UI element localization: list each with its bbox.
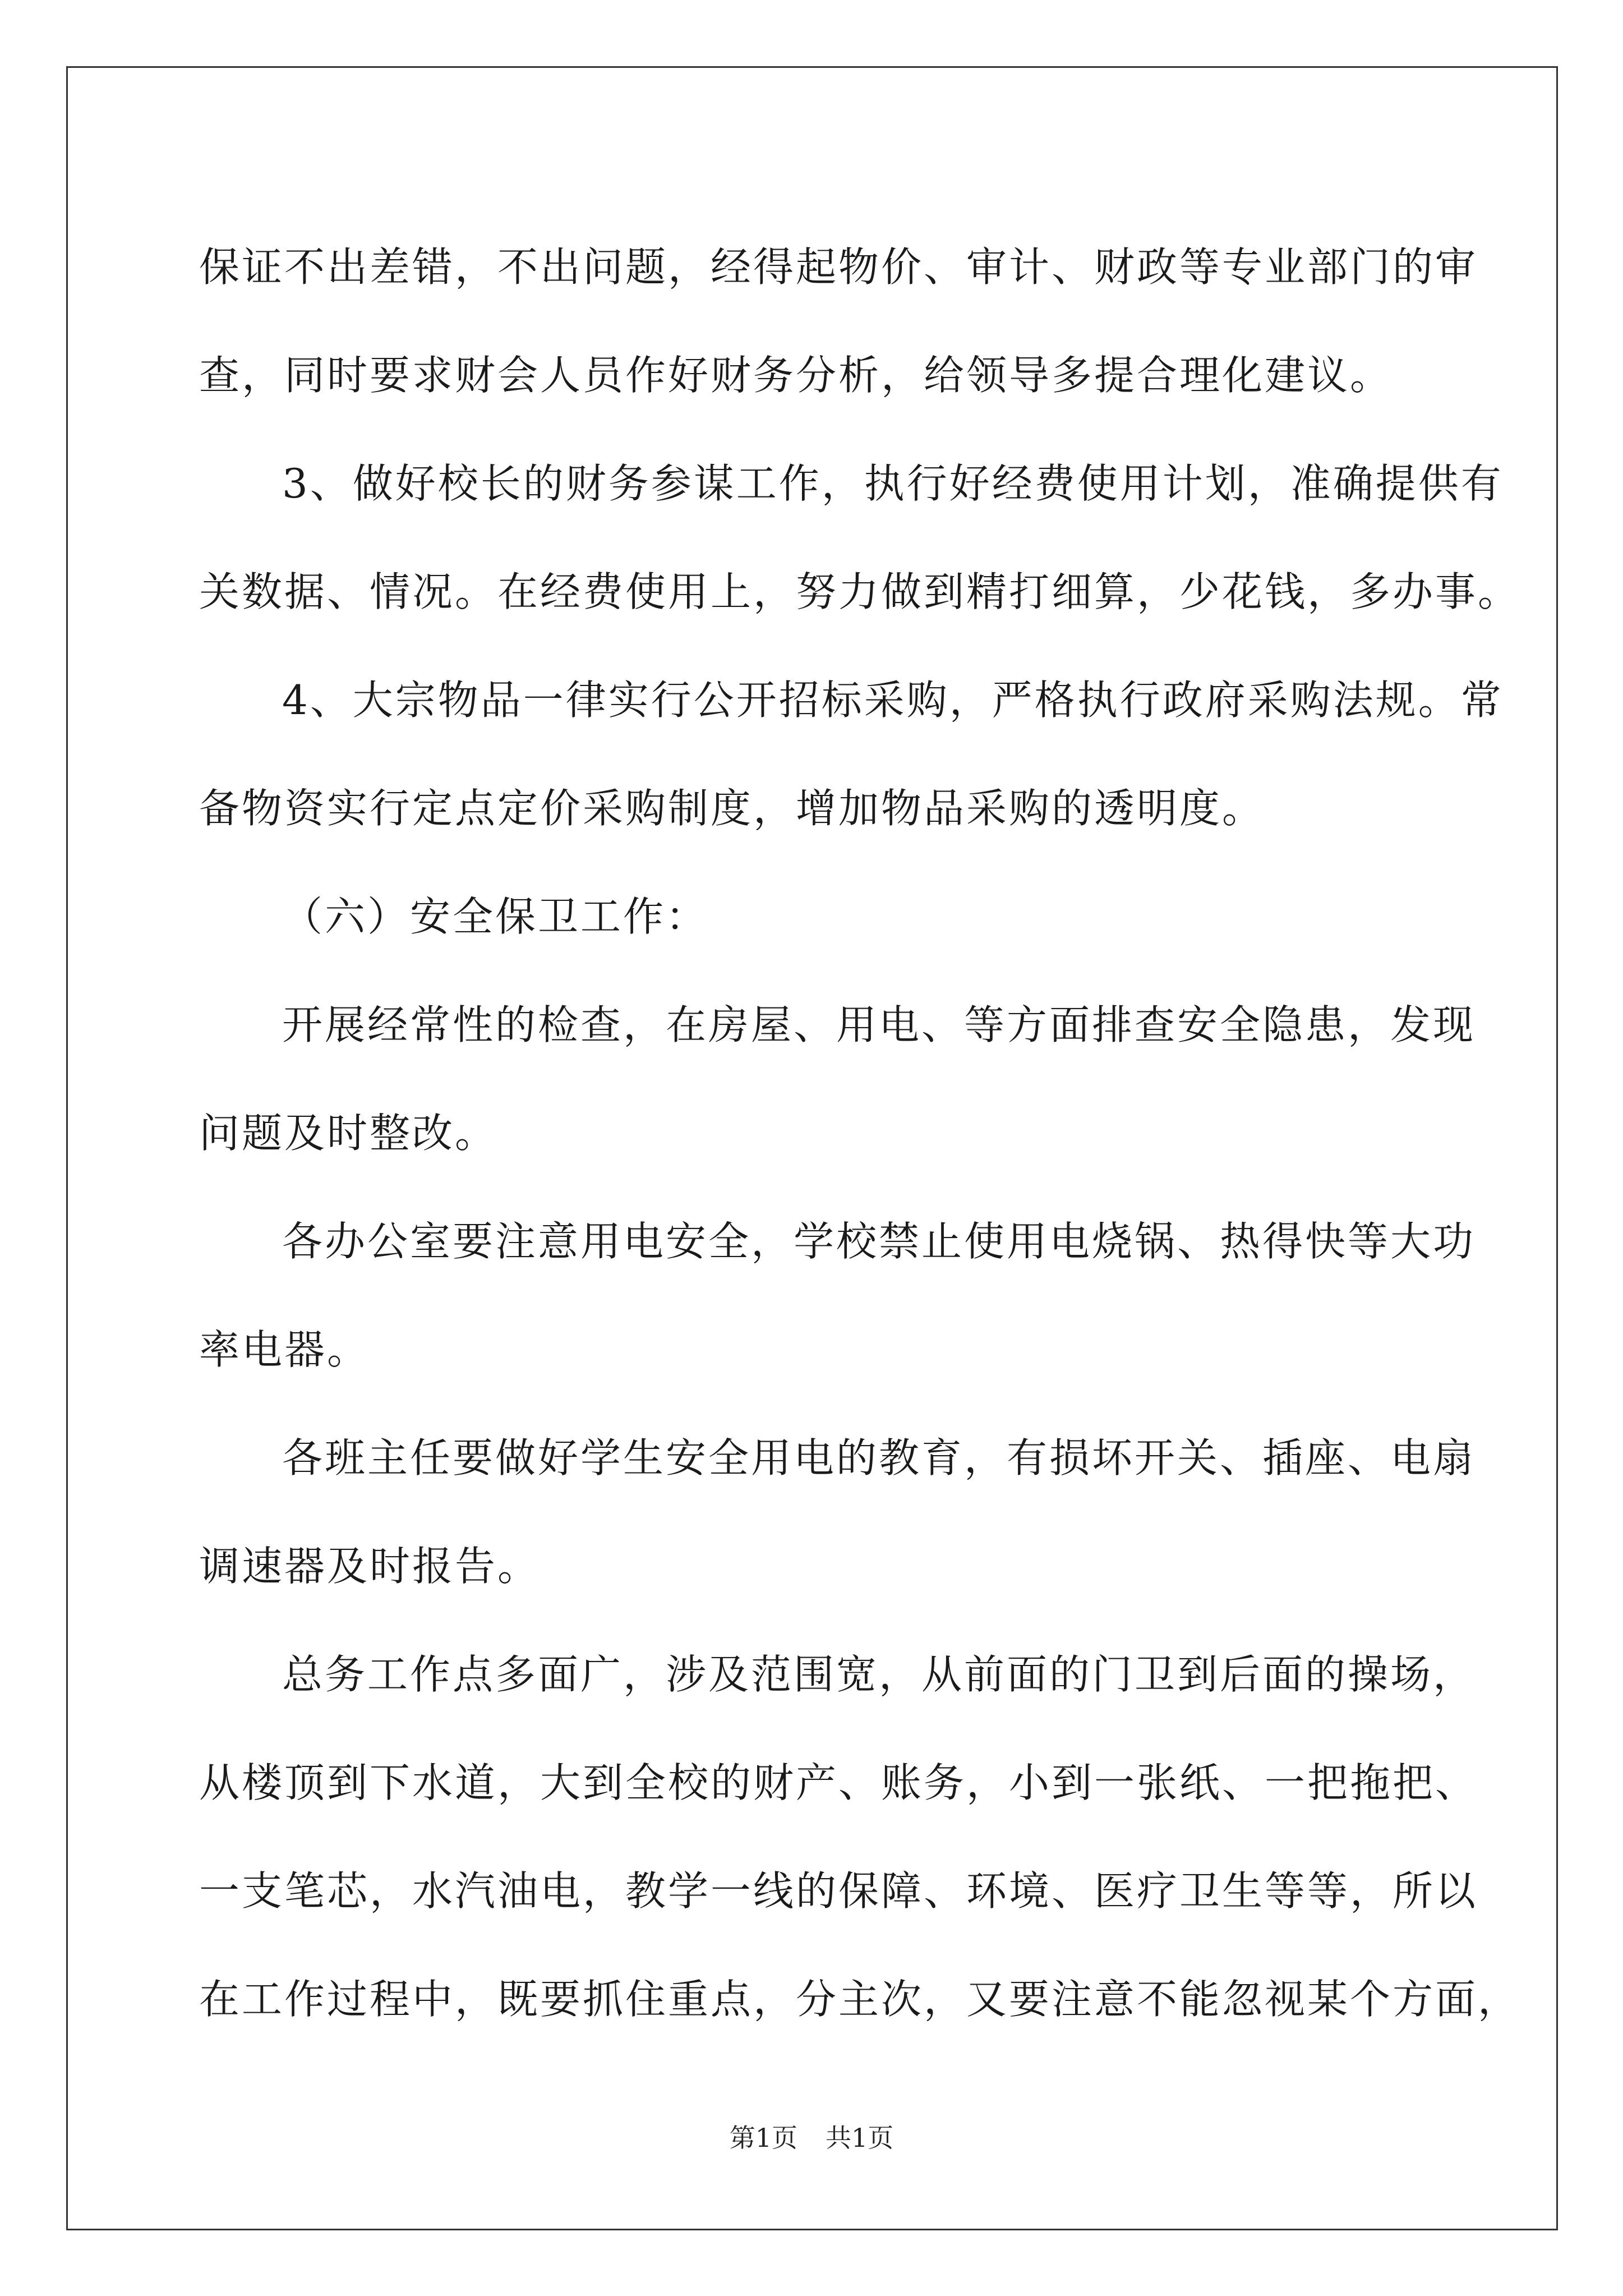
page-footer: [0, 2118, 1623, 2155]
text-line-10: 各办公室要注意用电安全，学校禁止使用电烧锅、热得快等大功: [282, 1218, 1476, 1265]
text-line-12: 各班主任要做好学生安全用电的教育，有损坏开关、插座、电扇: [282, 1434, 1476, 1481]
text-line-1: 保证不出差错，不出问题，经得起物价、审计、财政等专业部门的审: [199, 243, 1478, 291]
page-number: 第1页: [729, 2123, 797, 2153]
text-line-5: 4、大宗物品一律实行公开招标采购，严格执行政府采购法规。常: [282, 677, 1504, 724]
text-line-15: 从楼顶到下水道，大到全校的财产、账务，小到一张纸、一把拖把、: [199, 1759, 1478, 1806]
text-line-3: 3、做好校长的财务参谋工作，执行好经费使用计划，准确提供有: [282, 460, 1504, 507]
document-body: [199, 213, 1521, 2054]
text-line-14: 总务工作点多面广，涉及范围宽，从前面的门卫到后面的操场，: [282, 1651, 1476, 1698]
text-line-2: 查，同时要求财会人员作好财务分析，给领导多提合理化建议。: [199, 352, 1393, 399]
text-line-16: 一支笔芯，水汽油电，教学一线的保障、环境、医疗卫生等等，所以: [199, 1867, 1478, 1915]
section-heading: （六）安全保卫工作：: [282, 893, 709, 940]
text-line-13: 调速器及时报告。: [199, 1543, 541, 1590]
text-line-11: 率电器。: [199, 1326, 370, 1373]
text-line-17: 在工作过程中，既要抓住重点，分主次，又要注意不能忽视某个方面，: [199, 1976, 1521, 2023]
text-line-8: 开展经常性的检查，在房屋、用电、等方面排查安全隐患，发现: [282, 1001, 1476, 1048]
text-line-9: 问题及时整改。: [199, 1110, 498, 1157]
text-line-6: 备物资实行定点定价采购制度，增加物品采购的透明度。: [199, 785, 1265, 832]
page-total: 共1页: [826, 2123, 894, 2153]
text-line-4: 关数据、情况。在经费使用上，努力做到精打细算，少花钱，多办事。: [199, 568, 1521, 615]
